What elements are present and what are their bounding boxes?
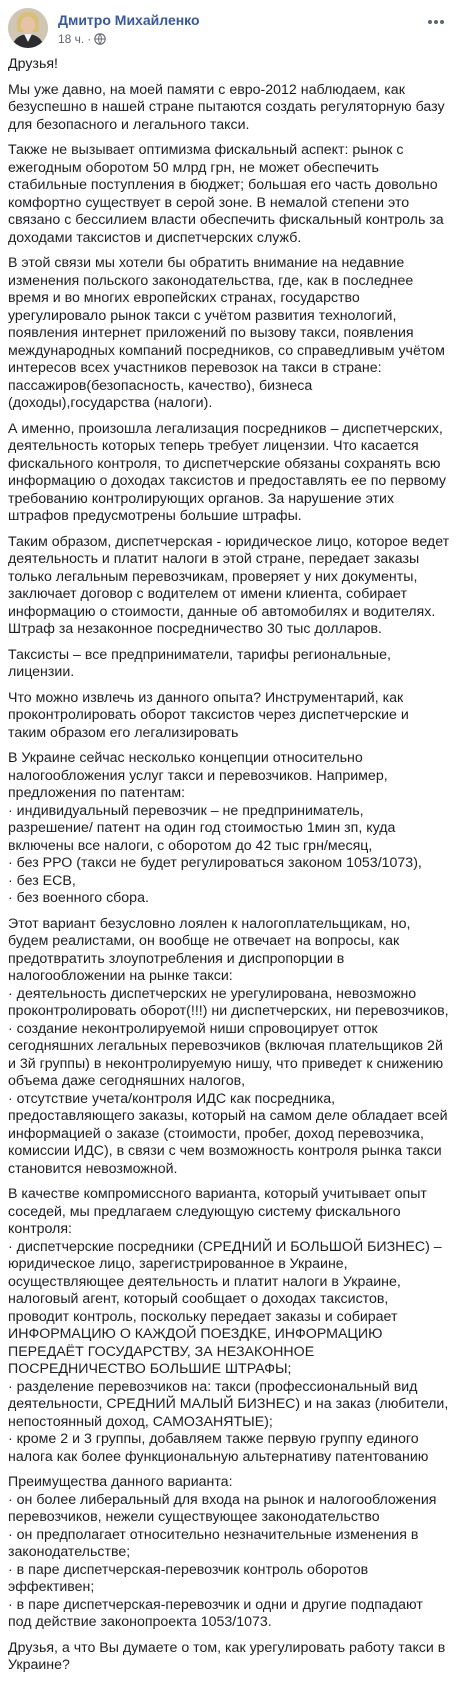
post-paragraph: А именно, произошла легализация посредников – диспетчерских, деятельность которых теперь требует лицензии. Что касается фискального контроля, то диспетчерские обязаны сохранять всю информацию о доходах таксистов и предоставлять ее по первому требованию контролирующих органов. За нарушение этих штрафов предусмотрены большие штрафы. bbox=[8, 420, 446, 524]
post-paragraph: В Украине сейчас несколько концепции относительно налогообложения услуг такси и перевозчиков. Например, предложения по патентам: · индивидуальный перевозчик – не предприниматель, разрешение/ патент на один год стоимостью 1мин зп, куда включены все налоги, с оборотом до 42 тыс грн/месяц, · без РРО (такси не будет регулироваться законом 1053/1073), · без ЕСВ, · без военного сбора. bbox=[8, 750, 422, 906]
post-paragraph: Друзья, а что Вы думаете о том, как урегулировать работу такси в Украине? bbox=[8, 1639, 446, 1673]
post-paragraph: В качестве компромиссного варианта, который учитывает опыт соседей, мы предлагаем следующую систему фискального контроля: · диспетчерские посредники (СРЕДНИЙ И БОЛЬШОЙ БИЗНЕС) – юридическое лицо, зарегистрированное в Украине, осуществляющее деятельность и платит налоги в Украине, налоговый агент, который сообщает о доходах таксистов, проводит контроль, поскольку передает заказы и собирает ИНФОРМАЦИЮ О КАЖДОЙ ПОЕЗДКЕ, ИНФОРМАЦИЮ ПЕРЕДАЁТ ГОСУДАРСТВУ, ЗА НЕЗАКОННОЕ ПОСРЕДНИЧЕСТВО БОЛЬШИЕ ШТРАФЫ; · разделение перевозчиков на: такси (профессиональный вид деятельности, СРЕДНИЙ МАЛЫЙ БИЗНЕС) и на заказ (любители, непостоянный доход, САМОЗАНЯТЫЕ); · кроме 2 и 3 группы, добавляем также первую группу единого налога как более функциональную альтернативу патентованию bbox=[8, 1186, 449, 1465]
author-name[interactable]: Дмитро Михайленко bbox=[58, 12, 200, 28]
globe-icon[interactable] bbox=[94, 33, 106, 48]
post-paragraph: Друзья! bbox=[8, 56, 58, 72]
post-text bbox=[8, 56, 450, 1683]
post-paragraph: В этой связи мы хотели бы обратить внимание на недавние изменения польского законодательства, где, как в последнее время и во многих европейских странах, государство урегулировало рынок такси с учётом развития технологий, появления интернет приложений по вызову такси, появления международных компаний посредников, со справедливым учётом интересов всех участников перевозок на такси в стране: пассажиров(безопасность, качество), бизнеса (доходы),государства (налоги). bbox=[8, 255, 445, 411]
post-paragraph: Таксисты – все предприниматели, тарифы региональные, лицензии. bbox=[8, 646, 391, 680]
post-paragraph: Мы уже давно, на моей памяти с евро-2012 наблюдаем, как безуспешно в нашей стране пытаются создать регуляторную базу для безопасного и легального такси. bbox=[8, 81, 445, 133]
post-paragraph: Этот вариант безусловно лоялен к налогоплательщикам, но, будем реалистами, он вообще не отвечает на вопросы, как предотвратить злоупотребления и диспропорции в налогообложении на рынке такси: · деятельность диспетчерских не урегулирована, невозможно проконтролировать оборот(!!!) ни диспетчерских, ни перевозчиков, · создание неконтролируемой ниши спровоцирует отток сегодняшних легальных перевозчиков (включая плательщиков 2й и 3й группы) в неконтролируемую нишу, что приведет к снижению объема даже сегодняшних налогов, · отсутствие учета/контроля ИДС как посредника, предоставляющего заказы, который на самом деле обладает всей информацией о заказе (стоимости, пробег, доход перевозчика, комиссии ИДС), в связи с чем возможность контроля рынка такси становится невозможной. bbox=[8, 915, 449, 1177]
separator-dot: · bbox=[87, 32, 92, 46]
post-paragraph: Таким образом, диспетчерская - юридическое лицо, которое ведет деятельность и платит налоги в этой стране, передает заказы только легальным перевозчикам, проверяет у них документы, заключает договор с водителем от имени клиента, собирает информацию о стоимости, данные об автомобилях и водителях. Штраф за незаконное посредничество 30 тыс долларов. bbox=[8, 533, 450, 637]
post-time[interactable]: 18 ч. bbox=[58, 32, 85, 46]
post-header bbox=[8, 8, 448, 48]
more-options-icon[interactable] bbox=[424, 14, 448, 30]
post-paragraph: Преимущества данного варианта: · он более либеральный для входа на рынок и налогообложения перевозчиков, нежели существующее законодательство · он предполагает относительно незначительные изменения в законодательстве; · в паре диспетчерская-перевозчик контроль оборотов эффективен; · в паре диспетчерская-перевозчик и одни и другие подпадают под действие законопроекта 1053/1073. bbox=[8, 1474, 437, 1630]
post-paragraph: Также не вызывает оптимизма фискальный аспект: рынок с ежегодным оборотом 50 млрд грн, не может обеспечить стабильные поступления в бюджет; большая его часть довольно комфортно существует в серой зоне. В немалой степени это связано с бессилием власти обеспечить фискальный контроль за доходами таксистов и диспетчерских служб. bbox=[8, 142, 444, 246]
post-paragraph: Что можно извлечь из данного опыта? Инструментарий, как проконтролировать оборот таксистов через диспетчерские и таким образом его легализировать bbox=[8, 689, 409, 741]
avatar[interactable] bbox=[8, 8, 48, 48]
avatar-photo bbox=[8, 8, 48, 48]
post-meta bbox=[58, 32, 106, 48]
